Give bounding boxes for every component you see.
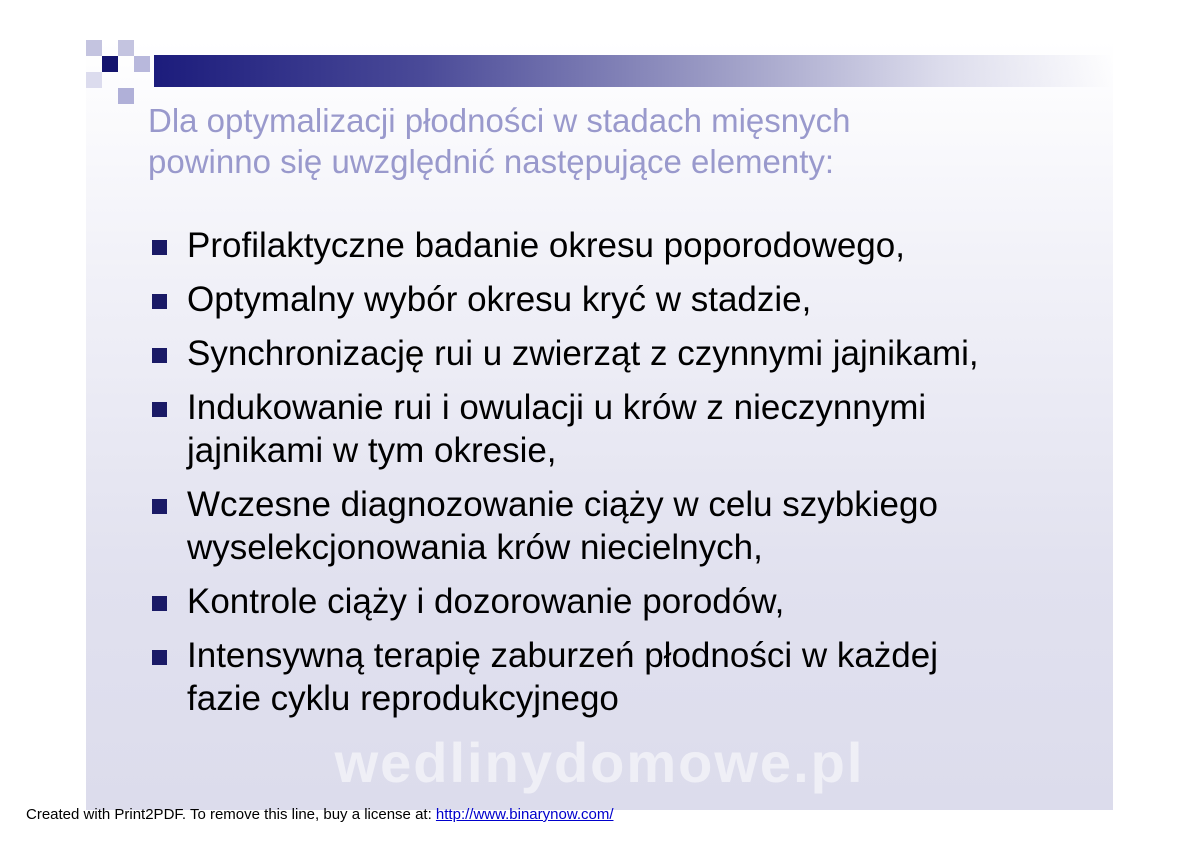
decor-square-light-3: [134, 56, 150, 72]
square-bullet-icon: [152, 294, 167, 309]
list-item-text: Synchronizację rui u zwierząt z czynnymi jajnikami,: [187, 334, 979, 373]
list-item-text: Profilaktyczne badanie okresu poporodowego,: [187, 226, 905, 265]
list-item: [148, 332, 1103, 375]
watermark: wedlinydomowe.pl: [334, 731, 865, 794]
slide: [86, 40, 1113, 810]
decor-square-light-5: [118, 88, 134, 104]
list-item-text: fazie cyklu reprodukcyjnego: [187, 679, 619, 718]
list-item: [148, 580, 1103, 623]
slide-title-line: powinno się uwzględnić następujące elementy:: [148, 143, 835, 180]
slide-title-line: Dla optymalizacji płodności w stadach mięsnych: [148, 102, 851, 139]
decor-square-light-1: [86, 40, 102, 56]
list-item: [148, 224, 1103, 267]
square-bullet-icon: [152, 240, 167, 255]
decor-square-light-2: [118, 40, 134, 56]
footer-text: Created with Print2PDF. To remove this line, buy a license at:: [26, 806, 436, 823]
list-item-text: Optymalny wybór okresu kryć w stadzie,: [187, 280, 812, 319]
list-item-text: wyselekcjonowania krów niecielnych,: [187, 528, 763, 567]
bullet-list: [148, 224, 1103, 731]
list-item-text: Intensywną terapię zaburzeń płodności w każdej: [187, 636, 938, 675]
square-bullet-icon: [152, 348, 167, 363]
decor-square-light-4: [86, 72, 102, 88]
list-item-text: Indukowanie rui i owulacji u krów z nieczynnymi: [187, 388, 927, 427]
decor-gradient-bar: [154, 55, 1113, 87]
decor-square-dark: [102, 56, 118, 72]
square-bullet-icon: [152, 402, 167, 417]
list-item: [148, 634, 1103, 720]
license-link[interactable]: http://www.binarynow.com/: [435, 806, 614, 823]
list-item-text: Kontrole ciąży i dozorowanie porodów,: [187, 582, 785, 621]
print2pdf-footer: [26, 806, 614, 823]
slide-title: [148, 100, 1088, 182]
square-bullet-icon: [152, 596, 167, 611]
list-item: [148, 483, 1103, 569]
list-item: [148, 278, 1103, 321]
list-item-text: Wczesne diagnozowanie ciąży w celu szybkiego: [187, 485, 938, 524]
square-bullet-icon: [152, 499, 167, 514]
list-item-text: jajnikami w tym okresie,: [187, 431, 557, 470]
list-item: [148, 386, 1103, 472]
square-bullet-icon: [152, 650, 167, 665]
